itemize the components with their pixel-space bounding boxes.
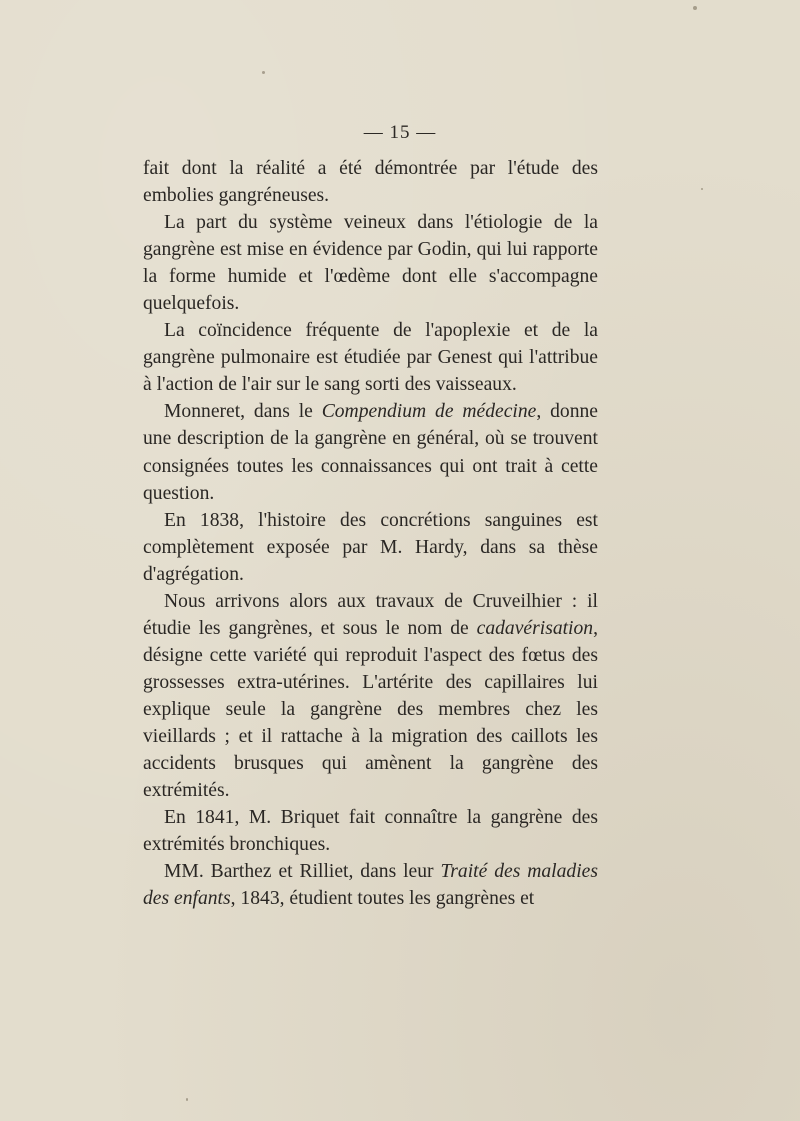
paragraph — [143, 209, 598, 317]
paragraph — [143, 155, 598, 209]
body-text — [143, 155, 598, 912]
paper-speck — [262, 71, 265, 74]
text-run: , donne une description de la gangrène en général, où se trouvent consignées toutes les connaissances qui ont trait à cette question. — [143, 401, 598, 504]
paragraph — [143, 858, 598, 912]
paragraph — [143, 398, 598, 506]
paper-speck — [693, 6, 697, 10]
italic-title: Compendium de médecine — [321, 401, 537, 423]
page-number: — 15 — — [363, 122, 437, 143]
text-run: , désigne cette variété qui reproduit l'aspect des fœtus des grossesses extra-utérines. L'artérite des capillaires lui explique seule la gangrène des membres chez les vieillards ; et il rattache à la migration des caillots les accidents brusques qui amènent la gangrène des extrémités. — [143, 617, 598, 802]
italic-title: Traité des maladies des enfants — [143, 861, 598, 910]
paragraph — [143, 804, 598, 858]
text-run: , 1843, étudient toutes les gangrènes et — [230, 888, 535, 910]
text-run: La coïncidence fréquente de l'apoplexie et de la gangrène pulmonaire est étudiée par Genest qui l'attribue à l'action de l'air sur le sang sorti des vaisseaux. — [143, 320, 598, 396]
text-run: Monneret, dans le — [164, 401, 322, 423]
text-run: La part du système veineux dans l'étiologie de la gangrène est mise en évidence par Godin, qui lui rapporte la forme humide et l'œdème dont elle s'accompagne quelquefois. — [143, 212, 598, 315]
text-run: En 1841, M. Briquet fait connaître la gangrène des extrémités bronchiques. — [143, 807, 598, 856]
text-run: Nous arrivons alors aux travaux de Cruveilhier : il étudie les gangrènes, et sous le nom de — [143, 590, 598, 639]
text-run: MM. Barthez et Rilliet, dans leur — [164, 861, 441, 883]
text-run: En 1838, l'histoire des concrétions sanguines est complètement exposée par M. Hardy, dans sa thèse d'agrégation. — [143, 509, 598, 585]
italic-title: cadavérisation — [476, 617, 594, 639]
text-run: fait dont la réalité a été démontrée par l'étude des embolies gangréneuses. — [143, 158, 598, 207]
paragraph — [143, 588, 598, 804]
paper-speck — [701, 188, 703, 190]
paragraph — [143, 507, 598, 588]
paper-speck — [186, 1098, 188, 1101]
paragraph — [143, 317, 598, 398]
